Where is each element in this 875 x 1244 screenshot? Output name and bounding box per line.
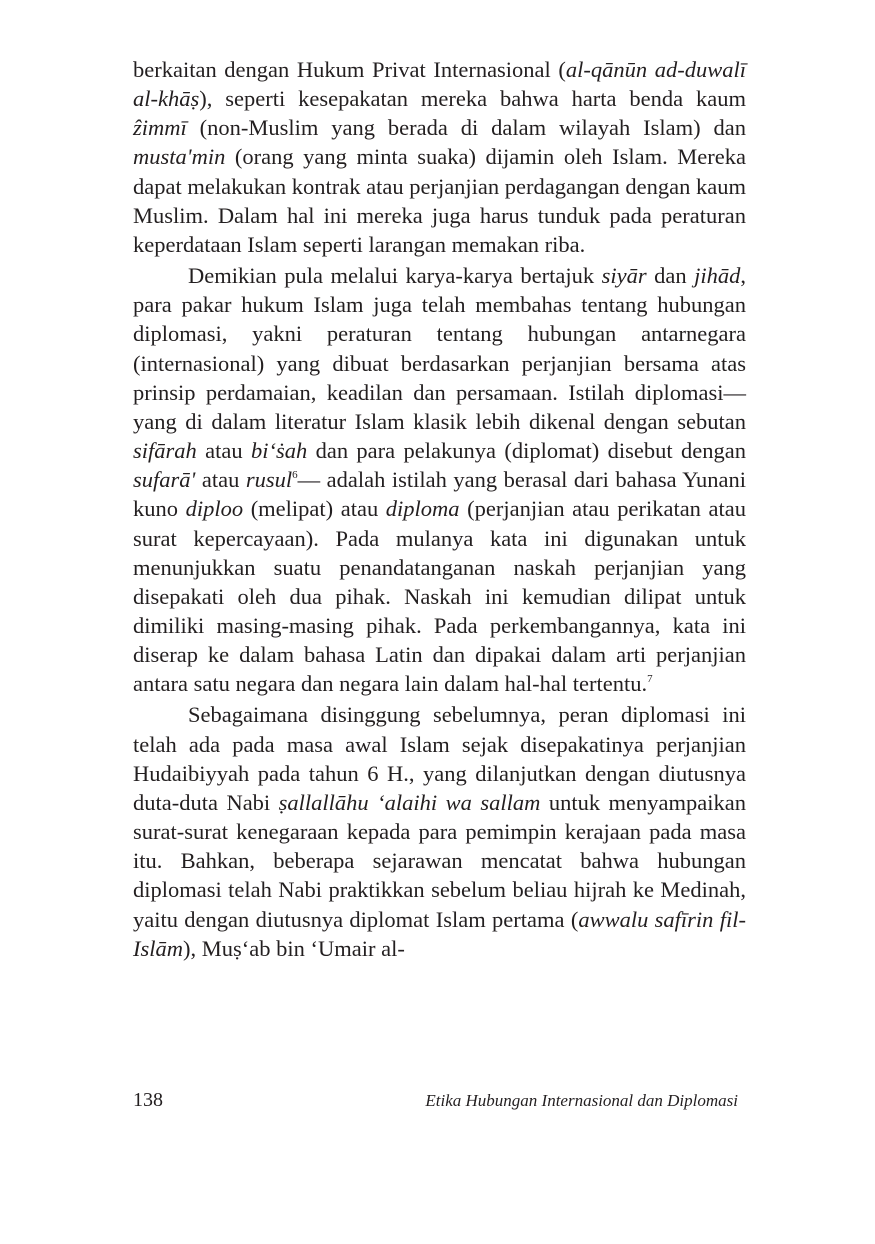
body-text [133,55,746,963]
footnote-ref-6[interactable]: 6 [292,469,298,482]
page-footer [133,1089,738,1112]
footnote-ref-7[interactable]: 7 [647,673,653,686]
running-title: Etika Hubungan Internasional dan Diplomasi [425,1091,738,1110]
paragraph-1: berkaitan dengan Hukum Privat Internasional (al-qānūn ad-duwalī al-khāṣ), seperti kesepakatan mereka bahwa harta benda kaum ẑimmī (non-Muslim yang berada di dalam wilayah Islam) dan musta'min (orang yang minta suaka) dijamin oleh Islam. Mereka dapat melakukan kontrak atau perjanjian perdagangan dengan kaum Muslim. Dalam hal ini mereka juga harus tunduk pada peraturan keperdataan Islam seperti larangan memakan riba. [133,57,747,257]
page-number: 138 [133,1089,163,1111]
paragraph-3: Sebagaimana disinggung sebelumnya, peran diplomasi ini telah ada pada masa awal Islam sejak disepakatinya perjanjian Hudaibiyyah pada tahun 6 H., yang dilanjutkan dengan diutusnya duta-duta Nabi ṣallallāhu ‘alaihi wa sallam untuk menyampaikan surat-surat kenegaraan kepada para pemimpin kerajaan pada masa itu. Bahkan, beberapa sejarawan mencatat bahwa hubungan diplomasi telah Nabi praktikkan sebelum beliau hijrah ke Medinah, yaitu dengan diutusnya diplomat Islam pertama (awwalu safīrin fil-Islām), Muṣ‘ab bin ‘Umair al- [133,702,747,961]
paragraph-2: Demikian pula melalui karya-karya bertajuk siyār dan jihād, para pakar hukum Islam juga telah membahas tentang hubungan diplomasi, yakni peraturan tentang hubungan antarnegara (internasional) yang dibuat berdasarkan perjanjian bersama atas prinsip perdamaian, keadilan dan persamaan. Istilah diplomasi—yang di dalam literatur Islam klasik lebih dikenal dengan sebutan sifārah atau bi‘ṡah dan para pelakunya (diplomat) disebut dengan sufarā' atau rusul$^6$— adalah istilah yang berasal dari bahasa Yunani kuno diploo (melipat) atau diploma (perjanjian atau perikatan atau surat kepercayaan). Pada mulanya kata ini digunakan untuk menunjukkan suatu penandatanganan naskah perjanjian yang disepakati oleh dua pihak. Naskah ini kemudian dilipat untuk dimiliki masing-masing pihak. Pada perkembangannya, kata ini diserap ke dalam bahasa Latin dan dipakai dalam arti perjanjian antara satu negara dan negara lain dalam hal-hal tertentu.$^7$ [133,263,746,697]
